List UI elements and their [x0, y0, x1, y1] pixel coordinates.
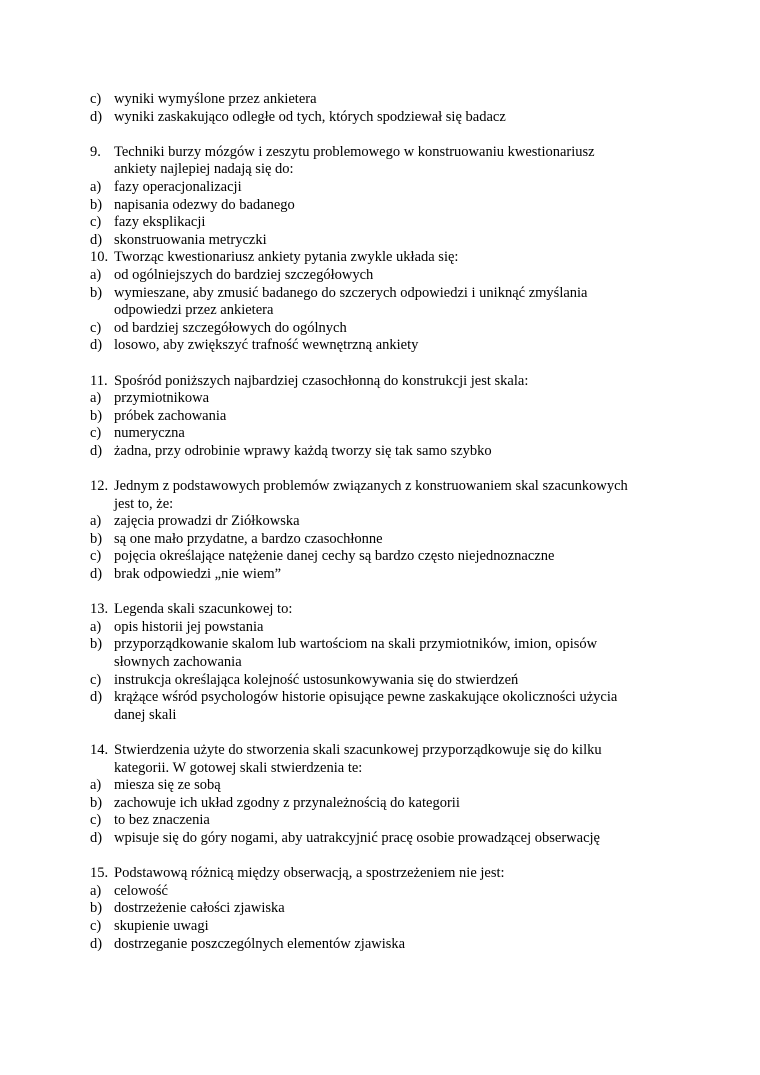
- question-text-text: Stwierdzenia użyte do stworzenia skali szacunkowej przyporządkowuje się do kilku: [114, 741, 602, 758]
- question-number: 10.: [90, 249, 109, 266]
- answer-option-text: przymiotnikowa: [114, 390, 210, 407]
- answer-option: [90, 548, 690, 566]
- answer-option-text: opis historii jej powstania: [114, 618, 264, 635]
- question-text-continuation: ankiety najlepiej nadają się do:: [114, 161, 294, 178]
- question-text-continuation: kategorii. W gotowej skali stwierdzenia te:: [114, 759, 363, 776]
- option-letter: b): [90, 530, 103, 547]
- answer-option-text: miesza się ze sobą: [114, 777, 221, 794]
- question: [90, 601, 690, 724]
- answer-option-text: próbek zachowania: [114, 407, 227, 424]
- quiz-content: [90, 91, 690, 971]
- answer-option-text: pojęcia określające natężenie danej cechy są bardzo często niejednoznaczne: [114, 548, 555, 565]
- answer-option: [90, 795, 690, 813]
- option-letter: d): [90, 442, 103, 459]
- answer-option-text: losowo, aby zwiększyć trafność wewnętrzną ankiety: [114, 337, 419, 354]
- question-text-text: Tworząc kwestionariusz ankiety pytania zwykle układa się:: [114, 249, 459, 266]
- answer-option-text: wymieszane, aby zmusić badanego do szczerych odpowiedzi i uniknąć zmyślania: [114, 284, 588, 301]
- option-letter: d): [90, 231, 103, 248]
- option-letter: d): [90, 935, 103, 952]
- answer-option-text: dostrzeganie poszczególnych elementów zjawiska: [114, 935, 406, 952]
- question-number: 15.: [90, 865, 109, 882]
- question-block: [90, 478, 690, 584]
- answer-option: [90, 812, 690, 830]
- question-block: [90, 144, 690, 355]
- option-letter: c): [90, 425, 102, 442]
- answer-option: [90, 531, 690, 549]
- option-letter: a): [90, 777, 102, 794]
- answer-option-text: od ogólniejszych do bardziej szczegółowych: [114, 266, 374, 283]
- answer-option: [90, 425, 690, 443]
- question-text-text: Jednym z podstawowych problemów związanych z konstruowaniem skal szacunkowych: [114, 478, 628, 495]
- answer-option: [90, 267, 690, 285]
- question-block: [90, 601, 690, 724]
- answer-option: [90, 91, 690, 109]
- option-letter: b): [90, 900, 103, 917]
- option-letter: b): [90, 636, 103, 653]
- question-number: 14.: [90, 741, 109, 758]
- option-letter: b): [90, 794, 103, 811]
- answer-option: [90, 619, 690, 637]
- answer-option: [90, 197, 690, 215]
- answer-option-text: od bardziej szczegółowych do ogólnych: [114, 319, 347, 336]
- option-letter: d): [90, 337, 103, 354]
- option-letter: c): [90, 214, 102, 231]
- answer-option-continuation: odpowiedzi przez ankietera: [114, 302, 274, 319]
- question-text-continuation: jest to, że:: [114, 495, 174, 512]
- option-letter: a): [90, 266, 102, 283]
- answer-option: [90, 672, 690, 690]
- answer-option-text: wpisuje się do góry nogami, aby uatrakcyjnić pracę osobie prowadzącej obserwację: [114, 829, 600, 846]
- question-block: [90, 91, 690, 126]
- question-text: [90, 601, 690, 619]
- answer-option: [90, 513, 690, 531]
- answer-option: [90, 390, 690, 408]
- option-letter: b): [90, 407, 103, 424]
- answer-option: [90, 918, 690, 936]
- answer-option-text: zachowuje ich układ zgodny z przynależnością do kategorii: [114, 794, 460, 811]
- answer-option-text: brak odpowiedzi „nie wiem”: [114, 566, 282, 583]
- option-letter: d): [90, 108, 103, 125]
- answer-option: [90, 214, 690, 232]
- question-block: [90, 373, 690, 461]
- answer-option-text: fazy eksplikacji: [114, 214, 206, 231]
- question: [90, 249, 690, 355]
- option-letter: c): [90, 671, 102, 688]
- answer-option: [90, 777, 690, 795]
- answer-option: [90, 109, 690, 127]
- answer-option: [90, 337, 690, 355]
- answer-option-text: przyporządkowanie skalom lub wartościom na skali przymiotników, imion, opisów: [114, 636, 598, 653]
- question-number: 9.: [90, 143, 101, 160]
- option-letter: a): [90, 178, 102, 195]
- option-letter: a): [90, 390, 102, 407]
- answer-option-text: wyniki wymyślone przez ankietera: [114, 91, 317, 107]
- question-text-text: Podstawową różnicą między obserwacją, a spostrzeżeniem nie jest:: [114, 865, 505, 882]
- answer-option: [90, 408, 690, 426]
- question-text: [90, 742, 690, 760]
- answer-option-text: instrukcja określająca kolejność ustosunkowywania się do stwierdzeń: [114, 671, 519, 688]
- answer-option-text: zajęcia prowadzi dr Ziółkowska: [114, 513, 300, 530]
- answer-option: [90, 285, 690, 303]
- option-letter: d): [90, 566, 103, 583]
- answer-option: [90, 689, 690, 707]
- answer-option-text: celowość: [114, 882, 168, 899]
- question-text: [90, 478, 690, 496]
- answer-option-text: żadna, przy odrobinie wprawy każdą tworzy się tak samo szybko: [114, 442, 492, 459]
- option-letter: a): [90, 618, 102, 635]
- answer-option-text: wyniki zaskakująco odległe od tych, których spodziewał się badacz: [114, 108, 506, 125]
- question-text: [90, 865, 690, 883]
- answer-option-text: to bez znaczenia: [114, 812, 210, 829]
- answer-option-text: skonstruowania metryczki: [114, 231, 267, 248]
- question-text: [90, 373, 690, 391]
- option-letter: a): [90, 513, 102, 530]
- option-letter: c): [90, 917, 102, 934]
- option-letter: c): [90, 548, 102, 565]
- answer-option: [90, 900, 690, 918]
- question: [90, 478, 690, 584]
- answer-option: [90, 936, 690, 954]
- option-letter: c): [90, 812, 102, 829]
- answer-option-continuation: danej skali: [114, 706, 177, 723]
- option-letter: d): [90, 829, 103, 846]
- option-letter: b): [90, 196, 103, 213]
- question: [90, 144, 690, 250]
- question-number: 11.: [90, 372, 108, 389]
- answer-option: [90, 179, 690, 197]
- answer-option-text: napisania odezwy do badanego: [114, 196, 295, 213]
- option-letter: c): [90, 319, 102, 336]
- question-number: 13.: [90, 601, 109, 618]
- answer-option: [90, 566, 690, 584]
- answer-option: [90, 320, 690, 338]
- option-letter: b): [90, 284, 103, 301]
- answer-option: [90, 636, 690, 654]
- question: [90, 742, 690, 848]
- option-letter: d): [90, 689, 103, 706]
- answer-option-text: skupienie uwagi: [114, 917, 209, 934]
- question-text-text: Spośród poniższych najbardziej czasochłonną do konstrukcji jest skala:: [114, 372, 529, 389]
- question-text-text: Techniki burzy mózgów i zeszytu problemowego w konstruowaniu kwestionariusz: [114, 143, 595, 160]
- question-number: 12.: [90, 478, 109, 495]
- answer-option-text: są one mało przydatne, a bardzo czasochłonne: [114, 530, 383, 547]
- question-text: [90, 144, 690, 162]
- question-text-text: Legenda skali szacunkowej to:: [114, 601, 293, 618]
- answer-option-text: dostrzeżenie całości zjawiska: [114, 900, 285, 917]
- question-block: [90, 865, 690, 953]
- question-text: [90, 249, 690, 267]
- answer-option: [90, 232, 690, 250]
- answer-option-continuation: słownych zachowania: [114, 654, 242, 670]
- question: [90, 865, 690, 953]
- option-letter: a): [90, 882, 102, 899]
- answer-option: [90, 883, 690, 901]
- answer-option-text: numeryczna: [114, 425, 185, 442]
- answer-option: [90, 443, 690, 461]
- answer-option-text: fazy operacjonalizacji: [114, 178, 242, 195]
- question-block: [90, 742, 690, 848]
- answer-option-text: krążące wśród psychologów historie opisujące pewne zaskakujące okoliczności użycia: [114, 689, 618, 706]
- option-letter: c): [90, 91, 102, 107]
- answer-option: [90, 830, 690, 848]
- question: [90, 373, 690, 461]
